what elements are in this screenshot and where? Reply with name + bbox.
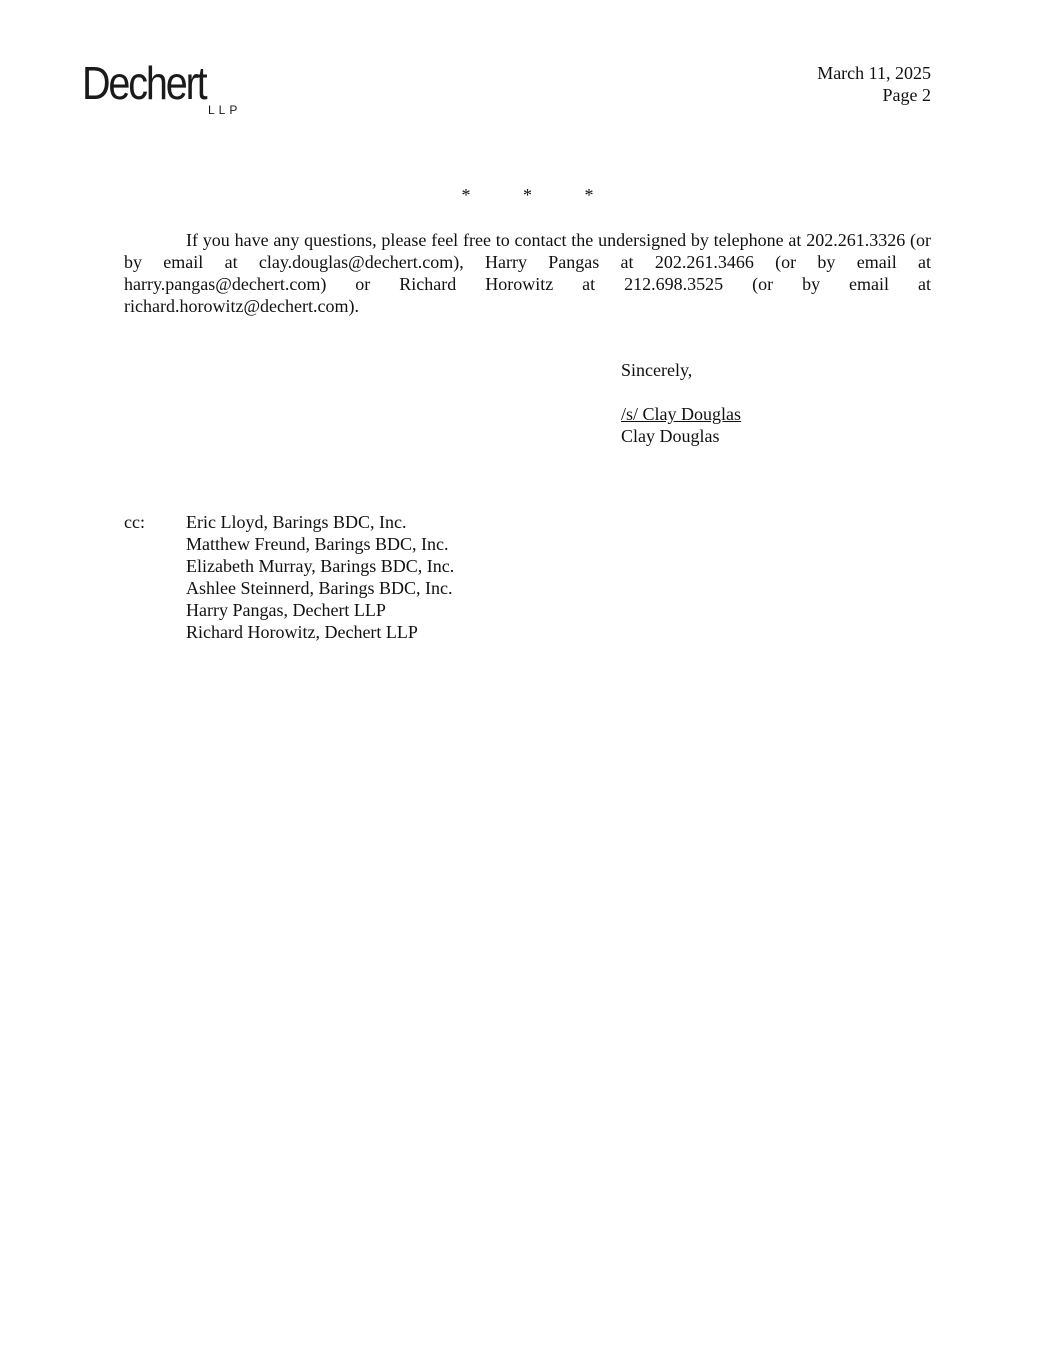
section-separator: * * * bbox=[461, 185, 594, 205]
body-paragraph: If you have any questions, please feel free to contact the undersigned by telephone at 202.261.3326 (or by email at clay.douglas@dechert.com), Harry Pangas at 202.261.3466 (or by email at harry.pangas@dechert.com) or Richard Horowitz at 212.698.3525 (or by email at richard.horowitz@dechert.com). bbox=[124, 230, 931, 316]
page-number: Page 2 bbox=[882, 85, 931, 105]
salutation: Sincerely, bbox=[621, 360, 693, 380]
cc-label: cc: bbox=[124, 512, 145, 532]
page-header bbox=[817, 62, 931, 106]
logo-suffix: LLP bbox=[208, 103, 242, 117]
company-logo bbox=[82, 57, 242, 120]
cc-recipient-list bbox=[186, 511, 454, 643]
closing-block bbox=[621, 359, 741, 447]
signature: /s/ Clay Douglas bbox=[621, 404, 741, 424]
cc-recipient: Eric Lloyd, Barings BDC, Inc. bbox=[186, 512, 407, 532]
cc-recipient: Richard Horowitz, Dechert LLP bbox=[186, 622, 418, 642]
signer-name: Clay Douglas bbox=[621, 426, 720, 446]
cc-recipient: Ashlee Steinnerd, Barings BDC, Inc. bbox=[186, 578, 453, 598]
cc-recipient: Matthew Freund, Barings BDC, Inc. bbox=[186, 534, 449, 554]
logo-wordmark: Dechert bbox=[82, 57, 206, 109]
cc-recipient: Harry Pangas, Dechert LLP bbox=[186, 600, 386, 620]
cc-recipient: Elizabeth Murray, Barings BDC, Inc. bbox=[186, 556, 455, 576]
letter-date: March 11, 2025 bbox=[817, 63, 931, 83]
